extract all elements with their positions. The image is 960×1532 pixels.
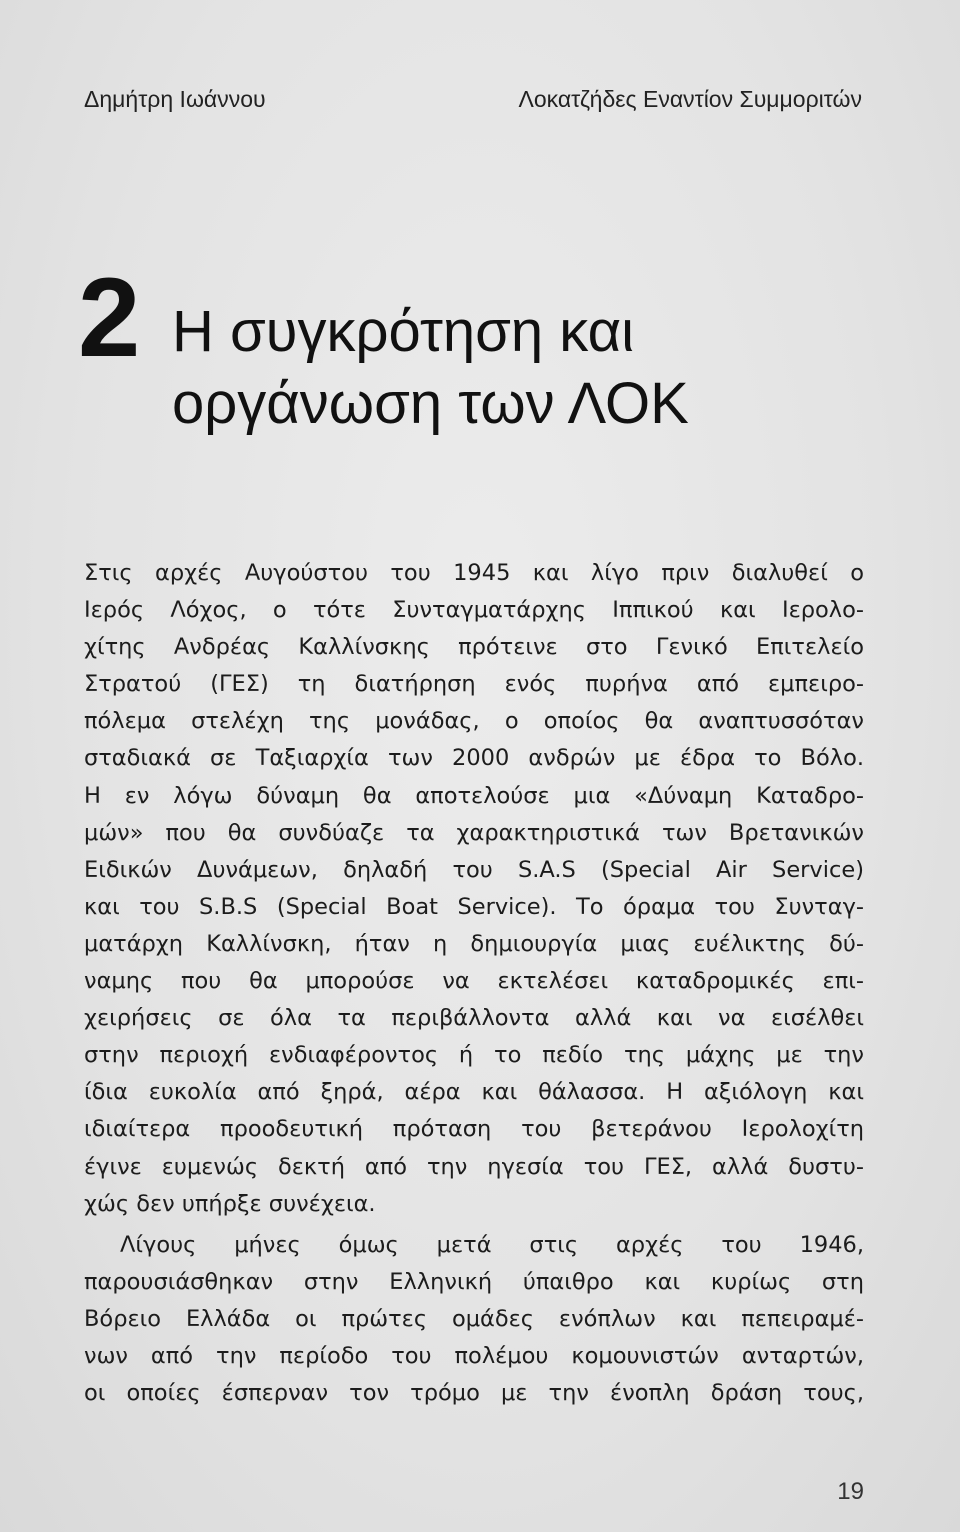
text-line: Η εν λόγω δύναμη θα αποτελούσε μια «Δύναμη Καταδρο-: [84, 782, 864, 809]
text-line: Ιερός Λόχος, ο τότε Συνταγματάρχης Ιππικού και Ιερολο-: [84, 597, 864, 624]
page-number: 19: [837, 1478, 864, 1505]
text-line: παρουσιάσθηκαν στην Ελληνική ύπαιθρο και κυρίως στη: [84, 1268, 864, 1295]
chapter-number: 2: [78, 255, 141, 380]
text-line: μών» που θα συνδύαζε τα χαρακτηριστικά των Βρετανικών: [84, 819, 864, 846]
text-line: οι οποίες έσπερναν τον τρόμο με την ένοπλη δράση τους,: [84, 1380, 864, 1407]
text-line: ματάρχη Καλλίνσκη, ήταν η δημιουργία μιας ευέλικτης δύ-: [84, 930, 864, 957]
text-line: Στρατού (ΓΕΣ) τη διατήρηση ενός πυρήνα από εμπειρο-: [84, 671, 864, 698]
text-line: χίτης Ανδρέας Καλλίνσκης πρότεινε στο Γενικό Επιτελείο: [84, 634, 864, 661]
text-line: ιδιαίτερα προοδευτική πρόταση του βετεράνου Ιερολοχίτη: [84, 1116, 864, 1143]
chapter-title-line-2: οργάνωση των ΛΟΚ: [172, 371, 689, 436]
text-line: χώς δεν υπήρξε συνέχεια.: [84, 1190, 376, 1217]
running-header-author: Δημήτρη Ιωάννου: [84, 86, 266, 112]
chapter-title: [172, 296, 832, 440]
paragraph-1: [84, 555, 864, 1223]
running-header-book-title: Λοκατζήδες Εναντίον Συμμοριτών: [518, 86, 862, 112]
text-line: ίδια ευκολία από ξηρά, αέρα και θάλασσα. Η αξιόλογη και: [84, 1079, 864, 1106]
text-line: και του S.B.S (Special Boat Service). Το όραμα του Συνταγ-: [84, 893, 864, 920]
text-line: Στις αρχές Αυγούστου του 1945 και λίγο πριν διαλυθεί ο: [84, 560, 864, 586]
text-line: Βόρειο Ελλάδα οι πρώτες ομάδες ενόπλων και πεπειραμέ-: [84, 1305, 864, 1332]
body-text: [84, 555, 864, 1416]
text-line: χειρήσεις σε όλα τα περιβάλλοντα αλλά και να εισέλθει: [84, 1005, 864, 1032]
text-line: ναμης που θα μπορούσε να εκτελέσει καταδρομικές επι-: [84, 968, 864, 995]
text-line: σταδιακά σε Ταξιαρχία των 2000 ανδρών με έδρα το Βόλο.: [84, 745, 864, 772]
text-line: Ειδικών Δυνάμεων, δηλαδή του S.A.S (Special Air Service): [84, 856, 864, 883]
text-line: στην περιοχή ενδιαφέροντος ή το πεδίο της μάχης με την: [84, 1042, 864, 1069]
text-line: νων από την περίοδο του πολέμου κομουνιστών ανταρτών,: [84, 1342, 864, 1369]
text-line: έγινε ευμενώς δεκτή από την ηγεσία του ΓΕΣ, αλλά δυστυ-: [84, 1153, 864, 1180]
paragraph-2: [84, 1227, 864, 1412]
text-line: πόλεμα στελέχη της μονάδας, ο οποίος θα αναπτυσσόταν: [84, 708, 864, 735]
chapter-title-line-1: Η συγκρότηση και: [172, 299, 634, 364]
text-line: Λίγους μήνες όμως μετά στις αρχές του 1946,: [120, 1231, 864, 1258]
